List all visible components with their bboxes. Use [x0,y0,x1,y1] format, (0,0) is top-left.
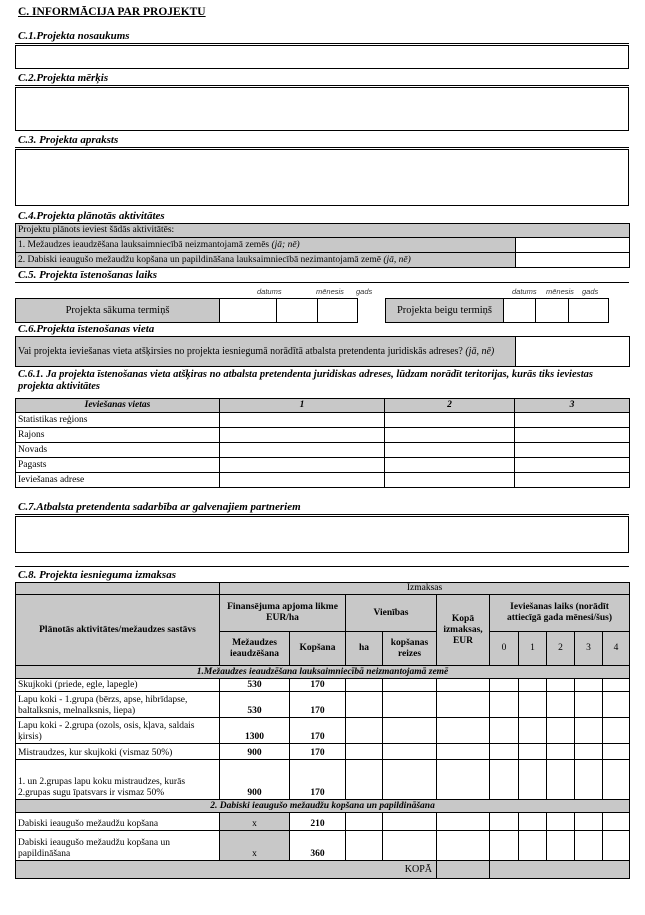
month-cell[interactable] [575,718,603,744]
afforestation-rate: x [220,813,290,831]
c7-title: C.7.Atbalsta pretendenta sadarbība ar galvenajiem partneriem [18,501,301,513]
total-cost-cell[interactable] [437,831,490,861]
project-name-field[interactable] [15,45,629,69]
month-cell[interactable] [575,744,603,760]
total-cost-cell[interactable] [437,718,490,744]
table-row [16,692,630,718]
end-day-field[interactable] [504,299,536,323]
table-row [16,744,630,760]
location-cell[interactable] [385,443,515,458]
tending-rate: 170 [290,744,346,760]
project-goal-field[interactable] [15,87,629,131]
end-year-field[interactable] [569,299,609,323]
activity-name: Skujkoki (priede, egle, lapegle) [16,679,220,692]
month-cell[interactable] [519,679,547,692]
end-date-month-label: mēnesis [546,287,574,296]
month-cell[interactable] [547,744,575,760]
start-date-month-label: mēnesis [316,287,344,296]
table-row [16,443,630,458]
ha-cell[interactable] [346,679,383,692]
location-cell[interactable] [515,428,630,443]
month-cell[interactable] [575,760,603,800]
location-row-label: Rajons [16,428,220,443]
table-row [16,760,630,800]
total-cost-header: Kopā izmaksas, EUR [437,595,490,666]
tending-subheader: Kopšana [290,632,346,666]
tending-rate: 170 [290,760,346,800]
start-day-field[interactable] [220,299,277,323]
divider [15,514,629,515]
activity-2-answer[interactable] [516,253,630,268]
location-cell[interactable] [385,473,515,488]
month-cell[interactable] [519,831,547,861]
project-description-field[interactable] [15,149,629,206]
ha-cell[interactable] [346,744,383,760]
activity-name: Lapu koki - 1.grupa (bērzs, apse, hibrīdapse, baltalksnis, melnalksnis, liepa) [16,692,220,718]
month-cell[interactable] [519,760,547,800]
month-cell[interactable] [575,813,603,831]
month-cell[interactable] [547,718,575,744]
start-date-year-label: gads [356,287,373,296]
afforestation-subheader: Mežaudzes ieaudzēšana [220,632,290,666]
month-cell[interactable] [603,744,630,760]
tending-rate: 210 [290,813,346,831]
tending-times-cell[interactable] [383,760,437,800]
location-col-2: 2 [385,399,515,413]
activity-row-1: 1. Mežaudzes ieaudzēšana lauksaimniecībā neizmantojamā zemēs (jā; nē) [16,238,516,253]
month-cell[interactable] [490,760,519,800]
location-cell[interactable] [385,428,515,443]
total-cost-cell[interactable] [437,744,490,760]
total-label: KOPĀ [16,861,437,879]
afforestation-rate: 900 [220,760,290,800]
group-2-header: 2. Dabiski ieaugušo mežaudžu kopšana un papildināšana [16,800,630,813]
location-cell[interactable] [515,458,630,473]
location-answer[interactable] [516,337,630,367]
activities-table [15,223,630,268]
afforestation-rate: 1300 [220,718,290,744]
tending-times-cell[interactable] [383,813,437,831]
month-4: 4 [603,632,630,666]
table-row [16,458,630,473]
ha-cell[interactable] [346,692,383,718]
ha-cell[interactable] [346,831,383,861]
month-cell[interactable] [490,744,519,760]
tending-rate: 360 [290,831,346,861]
month-cell[interactable] [603,692,630,718]
location-cell[interactable] [515,443,630,458]
activity-1-answer[interactable] [516,238,630,253]
ha-cell[interactable] [346,813,383,831]
implementation-time-table [15,298,609,323]
activity-name: 1. un 2.grupas lapu koku mistraudzes, kurās 2.grupas sugu īpatsvars ir vismaz 50% [16,760,220,800]
month-cell[interactable] [519,718,547,744]
end-date-year-label: gads [582,287,599,296]
ha-cell[interactable] [346,718,383,744]
location-row-label: Novads [16,443,220,458]
month-cell[interactable] [575,679,603,692]
location-cell[interactable] [515,413,630,428]
grand-total-cell[interactable] [437,861,490,879]
month-cell[interactable] [547,679,575,692]
total-cost-cell[interactable] [437,760,490,800]
end-month-field[interactable] [536,299,569,323]
tending-times-cell[interactable] [383,831,437,861]
c4-title: C.4.Projekta plānotās aktivitātes [18,210,165,222]
ha-subheader: ha [346,632,383,666]
form-title: C. INFORMĀCIJA PAR PROJEKTU [18,6,206,18]
c2-title: C.2.Projekta mērķis [18,72,109,84]
activity-name: Dabiski ieaugušo mežaudžu kopšana un papildināšana [16,831,220,861]
activity-row-2: 2. Dabiski ieaugušo mežaudžu kopšana un papildināšana lauksaimniecībā nezimantojamā zemē (jā, nē) [16,253,516,268]
month-cell[interactable] [547,692,575,718]
divider [15,566,629,567]
total-cost-cell[interactable] [437,692,490,718]
month-cell[interactable] [547,831,575,861]
divider [15,282,629,283]
activities-intro: Projektu plānots ieviest šādās aktivitātēs: [16,224,630,238]
tending-rate: 170 [290,679,346,692]
afforestation-rate: 530 [220,692,290,718]
group-1-header: 1.Mežaudzes ieaudzēšana lauksaimniecībā neizmantojamā zemē [16,666,630,679]
table-row [16,428,630,443]
month-cell[interactable] [490,813,519,831]
end-date-label: Projekta beigu termiņš [386,299,504,323]
group-1-rows [16,679,630,800]
locations-table [15,398,630,488]
start-date-label: Projekta sākuma termiņš [16,299,220,323]
afforestation-rate: 900 [220,744,290,760]
month-2: 2 [547,632,575,666]
location-row-label: Statistikas reģions [16,413,220,428]
month-cell[interactable] [490,831,519,861]
month-cell[interactable] [575,831,603,861]
divider [15,147,629,148]
activities-column-header: Plānotās aktivitātes/mežaudzes sastāvs [16,595,220,666]
table-row [16,831,630,861]
location-row-label: Ieviešanas adrese [16,473,220,488]
activity-name: Lapu koki - 2.grupa (ozols, osis, kļava, saldais ķirsis) [16,718,220,744]
month-cell[interactable] [603,760,630,800]
start-year-field[interactable] [318,299,358,323]
month-cell[interactable] [603,679,630,692]
location-question: Vai projekta ieviešanas vieta atšķirsies no projekta iesniegumā norādītā atbalsta pretendenta juridiskās adreses? (jā, nē) [16,337,516,367]
month-cell[interactable] [519,813,547,831]
month-cell[interactable] [519,692,547,718]
month-cell[interactable] [490,692,519,718]
month-cell[interactable] [575,692,603,718]
financing-rate-header: Finansējuma apjoma likme EUR/ha [220,595,346,632]
c61-title: C.6.1. Ja projekta īstenošanas vieta atšķiras no atbalsta pretendenta juridiskas adreses, lūdzam norādīt teritorijas, kurās tiks ieviestas projekta aktivitātes [18,369,593,392]
month-cell[interactable] [519,744,547,760]
c3-title: C.3. Projekta apraksts [18,134,119,146]
location-question-table [15,336,630,367]
costs-table [15,582,630,879]
tending-times-cell[interactable] [383,679,437,692]
table-row [16,473,630,488]
group-2-rows [16,813,630,861]
tending-rate: 170 [290,692,346,718]
start-month-field[interactable] [277,299,318,323]
locations-header: Ieviešanas vietas [16,399,220,413]
table-row [16,813,630,831]
partners-field[interactable] [15,516,629,553]
location-cell[interactable] [220,473,385,488]
month-cell[interactable] [547,760,575,800]
c5-title: C.5. Projekta īstenošanas laiks [18,269,158,281]
month-1: 1 [519,632,547,666]
tending-times-subheader: kopšanas reizes [383,632,437,666]
table-row [16,679,630,692]
tending-rate: 170 [290,718,346,744]
divider [15,43,629,44]
location-cell[interactable] [220,458,385,473]
end-date-day-label: datums [512,287,537,296]
location-row-label: Pagasts [16,458,220,473]
month-0: 0 [490,632,519,666]
activity-name: Dabiski ieaugušo mežaudžu kopšana [16,813,220,831]
month-cell[interactable] [603,718,630,744]
tending-times-cell[interactable] [383,692,437,718]
month-3: 3 [575,632,603,666]
total-cost-cell[interactable] [437,679,490,692]
month-cell[interactable] [490,679,519,692]
ha-cell[interactable] [346,760,383,800]
tending-times-cell[interactable] [383,718,437,744]
table-row [16,718,630,744]
units-header: Vienības [346,595,437,632]
location-cell[interactable] [385,413,515,428]
location-cell[interactable] [385,458,515,473]
implementation-time-header: Ieviešanas laiks (norādīt attiecīgā gada mēnesi/šus) [490,595,630,632]
start-date-day-label: datums [257,287,282,296]
location-cell[interactable] [220,428,385,443]
afforestation-rate: x [220,831,290,861]
costs-header: Izmaksas [220,583,630,595]
location-col-3: 3 [515,399,630,413]
afforestation-rate: 530 [220,679,290,692]
total-cost-cell[interactable] [437,813,490,831]
month-cell[interactable] [547,813,575,831]
month-cell[interactable] [603,813,630,831]
c1-title: C.1.Projekta nosaukums [18,30,130,42]
activity-name: Mistraudzes, kur skujkoki (vismaz 50%) [16,744,220,760]
month-cell[interactable] [603,831,630,861]
month-cell[interactable] [490,718,519,744]
location-col-1: 1 [220,399,385,413]
location-cell[interactable] [220,443,385,458]
location-cell[interactable] [515,473,630,488]
tending-times-cell[interactable] [383,744,437,760]
location-cell[interactable] [220,413,385,428]
c6-title: C.6.Projekta īstenošanas vieta [18,323,155,335]
table-row [16,413,630,428]
c8-title: C.8. Projekta iesnieguma izmaksas [18,569,176,581]
divider [15,85,629,86]
